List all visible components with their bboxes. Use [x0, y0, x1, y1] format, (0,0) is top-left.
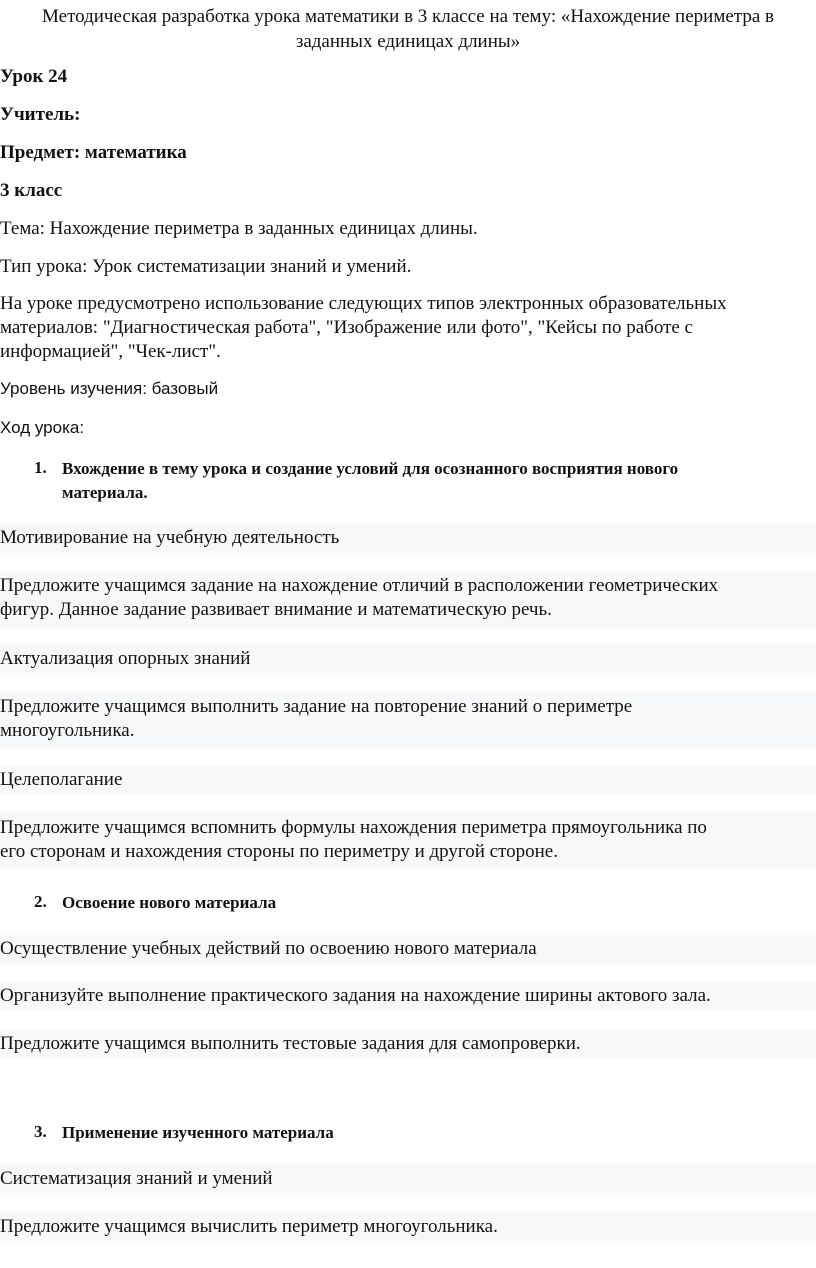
section1-title-line2: материала. — [62, 483, 148, 502]
section3-number: 3. — [34, 1122, 47, 1141]
document-title-line2: заданных единицах длины» — [295, 31, 521, 52]
actualization-text-line1: Предложите учащимся выполнить задание на повторение знаний о периметре — [0, 696, 633, 717]
lesson-topic: Тема: Нахождение периметра в заданных единицах длины. — [0, 218, 478, 239]
actualization-heading: Актуализация опорных знаний — [0, 648, 251, 669]
section3-title: Применение изученного материала — [62, 1123, 334, 1142]
materials-line1: На уроке предусмотрено использование следующих типов электронных образовательных — [0, 293, 727, 314]
section2-title: Освоение нового материала — [62, 893, 277, 912]
implementation-heading: Осуществление учебных действий по освоению нового материала — [0, 938, 537, 959]
goal-text-line2: его сторонам и нахождения стороны по периметру и другой стороне. — [0, 841, 558, 862]
goal-text-line1: Предложите учащимся вспомнить формулы нахождения периметра прямоугольника по — [0, 817, 707, 838]
goal-heading: Целеполагание — [0, 769, 123, 790]
subject-label: Предмет: математика — [0, 142, 187, 163]
section2-task2: Предложите учащимся выполнить тестовые задания для самопроверки. — [0, 1033, 581, 1054]
section1-title-line1: Вхождение в тему урока и создание условий для осознанного восприятия нового — [62, 459, 679, 478]
teacher-label: Учитель: — [0, 104, 81, 125]
motivation-text-line1: Предложите учащимся задание на нахождение отличий в расположении геометрических — [0, 575, 719, 596]
section2-task1: Организуйте выполнение практического задания на нахождение ширины актового зала. — [0, 985, 711, 1006]
grade-label: 3 класс — [0, 180, 63, 201]
lesson-course: Ход урока: — [0, 418, 85, 437]
materials-line2: материалов: "Диагностическая работа", "Изображение или фото", "Кейсы по работе с — [0, 317, 693, 338]
lesson-number: Урок 24 — [0, 66, 68, 87]
study-level: Уровень изучения: базовый — [0, 379, 219, 398]
section1-number: 1. — [34, 458, 47, 477]
document-title-line1: Методическая разработка урока математики в 3 классе на тему: «Нахождение периметра в — [42, 6, 774, 27]
section2-number: 2. — [34, 892, 47, 911]
systematization-heading: Систематизация знаний и умений — [0, 1168, 273, 1189]
actualization-text-line2: многоугольника. — [0, 720, 135, 741]
lesson-type: Тип урока: Урок систематизации знаний и умений. — [0, 256, 412, 277]
section3-task1: Предложите учащимся вычислить периметр многоугольника. — [0, 1216, 498, 1237]
motivation-heading: Мотивирование на учебную деятельность — [0, 527, 340, 548]
materials-line3: информацией", "Чек-лист". — [0, 341, 221, 362]
motivation-text-line2: фигур. Данное задание развивает внимание и математическую речь. — [0, 599, 552, 620]
